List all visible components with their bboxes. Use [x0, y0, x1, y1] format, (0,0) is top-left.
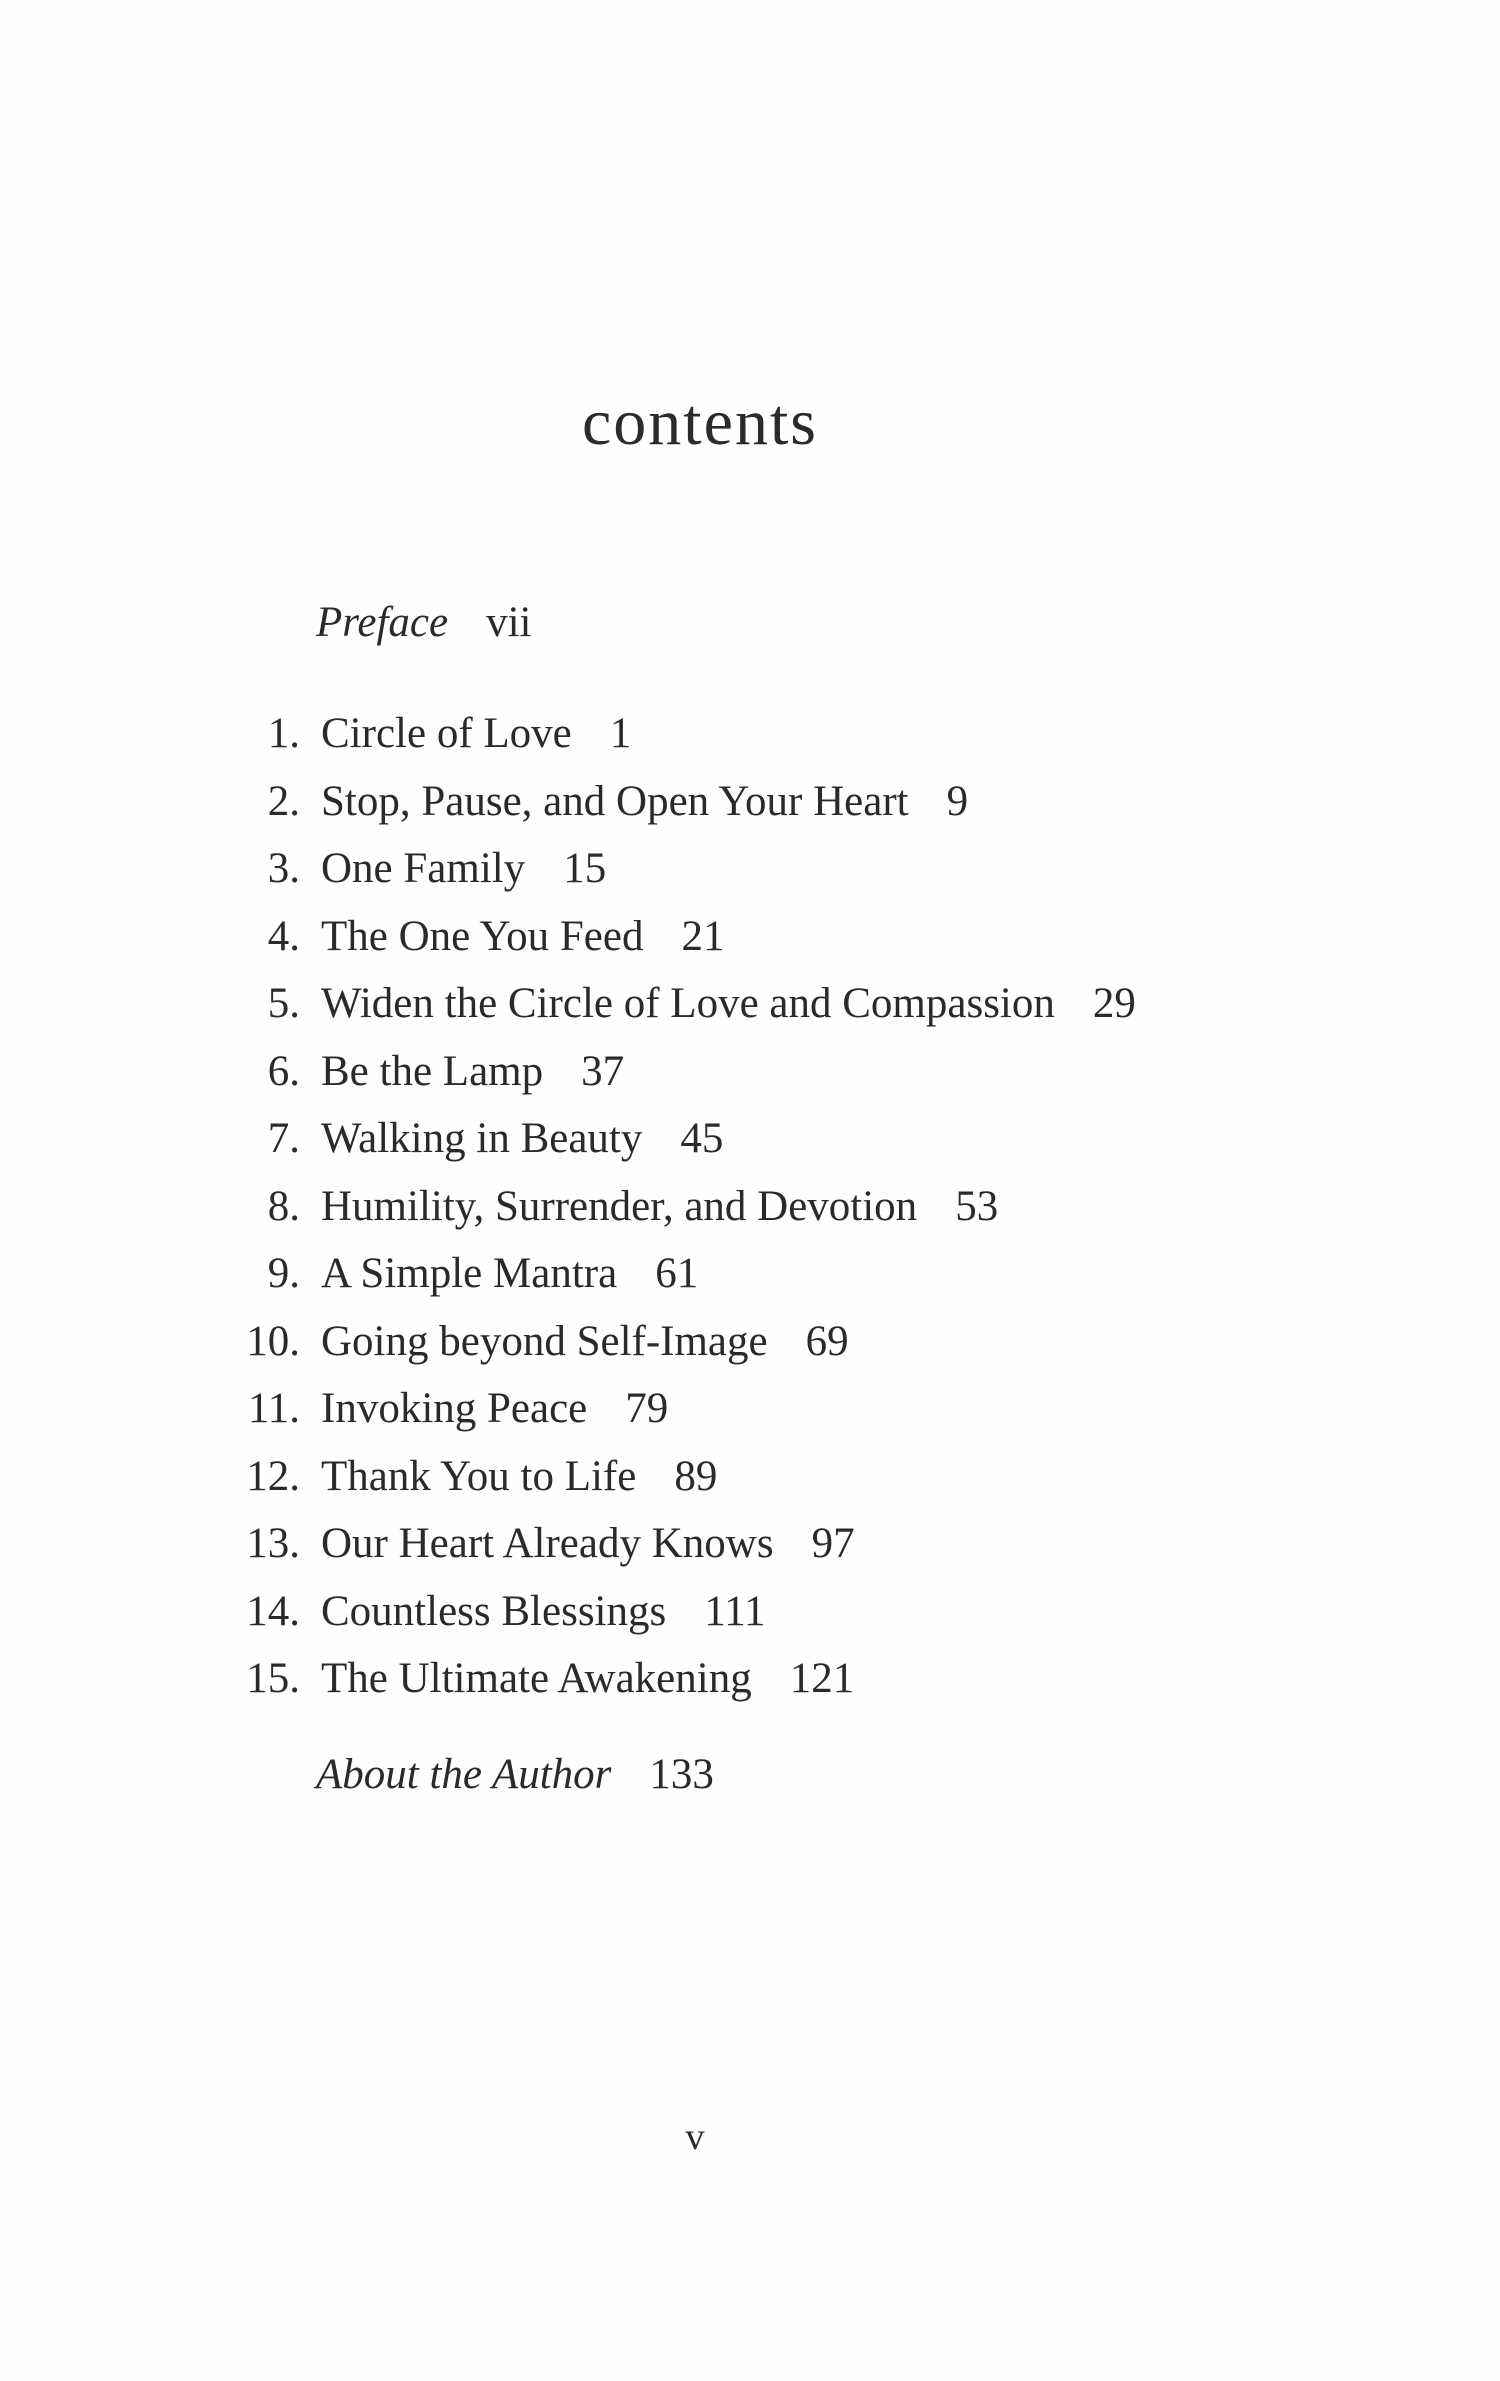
chapter-title-line: [321, 768, 968, 836]
chapter-title: Widen the Circle of Love and Compassion: [321, 980, 1055, 1027]
chapter-page-number: 97: [811, 1520, 855, 1567]
chapter-title: Countless Blessings: [321, 1587, 667, 1635]
chapter-title-line: [321, 1308, 849, 1376]
about-author-entry: [316, 1750, 714, 1799]
chapter-number: 3.: [267, 845, 300, 892]
chapter-number: 14.: [246, 1587, 300, 1635]
chapter-entry: [0, 1578, 1400, 1646]
chapter-page-number: 15: [563, 845, 607, 892]
chapter-number: 6.: [267, 1047, 300, 1095]
chapter-page-number: 1: [609, 710, 632, 757]
chapter-page-number: 121: [789, 1655, 855, 1702]
chapter-number: 9.: [267, 1250, 300, 1297]
chapter-number: 1.: [267, 710, 300, 757]
chapter-number: 2.: [267, 777, 300, 825]
preface-page-number: vii: [486, 599, 532, 646]
chapter-title-line: [321, 1578, 766, 1646]
chapter-title: Invoking Peace: [321, 1385, 588, 1432]
chapter-page-number: 61: [655, 1250, 699, 1297]
chapter-title-line: [321, 835, 606, 903]
preface-entry: [316, 598, 532, 647]
chapter-entry: [0, 1173, 1400, 1241]
chapter-page-number: 111: [704, 1587, 766, 1635]
chapter-page-number: 21: [681, 912, 725, 960]
chapter-number: 5.: [267, 980, 300, 1027]
chapter-number: 13.: [246, 1520, 300, 1567]
chapter-entry: [0, 1645, 1400, 1713]
chapter-page-number: 29: [1092, 980, 1136, 1027]
chapter-entry: [0, 700, 1400, 768]
chapter-entry: [0, 1375, 1400, 1443]
chapter-title: Be the Lamp: [321, 1047, 544, 1095]
chapter-page-number: 89: [674, 1452, 718, 1500]
chapter-page-number: 53: [955, 1182, 999, 1230]
chapter-title: A Simple Mantra: [321, 1250, 618, 1297]
chapter-page-number: 9: [946, 777, 969, 825]
chapter-number: 7.: [267, 1115, 300, 1162]
chapter-page-number: 79: [625, 1385, 669, 1432]
chapter-entry: [0, 1038, 1400, 1106]
chapter-number: 4.: [267, 912, 300, 960]
chapter-number: 12.: [246, 1452, 300, 1500]
chapter-entry: [0, 970, 1400, 1038]
chapter-entry: [0, 768, 1400, 836]
chapter-entry: [0, 1240, 1400, 1308]
chapter-entry: [0, 1443, 1400, 1511]
chapter-title-line: [321, 1240, 698, 1308]
chapter-title-line: [321, 1173, 998, 1241]
chapter-title: Going beyond Self-Image: [321, 1317, 768, 1365]
page-title: contents: [582, 386, 818, 459]
chapter-title: Our Heart Already Knows: [321, 1520, 774, 1567]
chapter-number: 11.: [247, 1385, 300, 1432]
chapter-title-line: [321, 903, 724, 971]
about-author-page-number: 133: [649, 1751, 714, 1798]
chapter-entry: [0, 1105, 1400, 1173]
chapter-title-line: [321, 1443, 717, 1511]
chapter-title-line: [321, 1510, 855, 1578]
chapter-title: The One You Feed: [321, 912, 644, 960]
chapter-title-line: [321, 1375, 668, 1443]
chapter-title-line: [321, 970, 1136, 1038]
chapter-title-line: [321, 1645, 854, 1713]
chapter-title: Circle of Love: [321, 710, 572, 757]
chapter-number: 10.: [246, 1317, 300, 1365]
chapter-title: One Family: [321, 845, 526, 892]
preface-label: Preface: [316, 599, 449, 646]
chapter-page-number: 45: [680, 1115, 724, 1162]
chapter-page-number: 37: [581, 1047, 625, 1095]
about-author-label: About the Author: [316, 1751, 612, 1798]
chapter-title-line: [321, 1105, 723, 1173]
chapter-title-line: [321, 1038, 624, 1106]
chapter-title-line: [321, 700, 631, 768]
chapter-title: Thank You to Life: [321, 1452, 637, 1500]
chapter-title: Humility, Surrender, and Devotion: [321, 1182, 918, 1230]
chapter-number: 8.: [267, 1182, 300, 1230]
chapter-number: 15.: [246, 1655, 300, 1702]
page-folio: v: [685, 2116, 705, 2158]
chapter-entry: [0, 835, 1400, 903]
chapter-entry: [0, 1308, 1400, 1376]
chapter-title: The Ultimate Awakening: [321, 1655, 752, 1702]
chapter-title: Stop, Pause, and Open Your Heart: [321, 777, 909, 825]
chapter-title: Walking in Beauty: [321, 1115, 643, 1162]
chapter-page-number: 69: [805, 1317, 849, 1365]
chapter-entry: [0, 1510, 1400, 1578]
chapter-entry: [0, 903, 1400, 971]
chapter-list: [0, 700, 1400, 1713]
